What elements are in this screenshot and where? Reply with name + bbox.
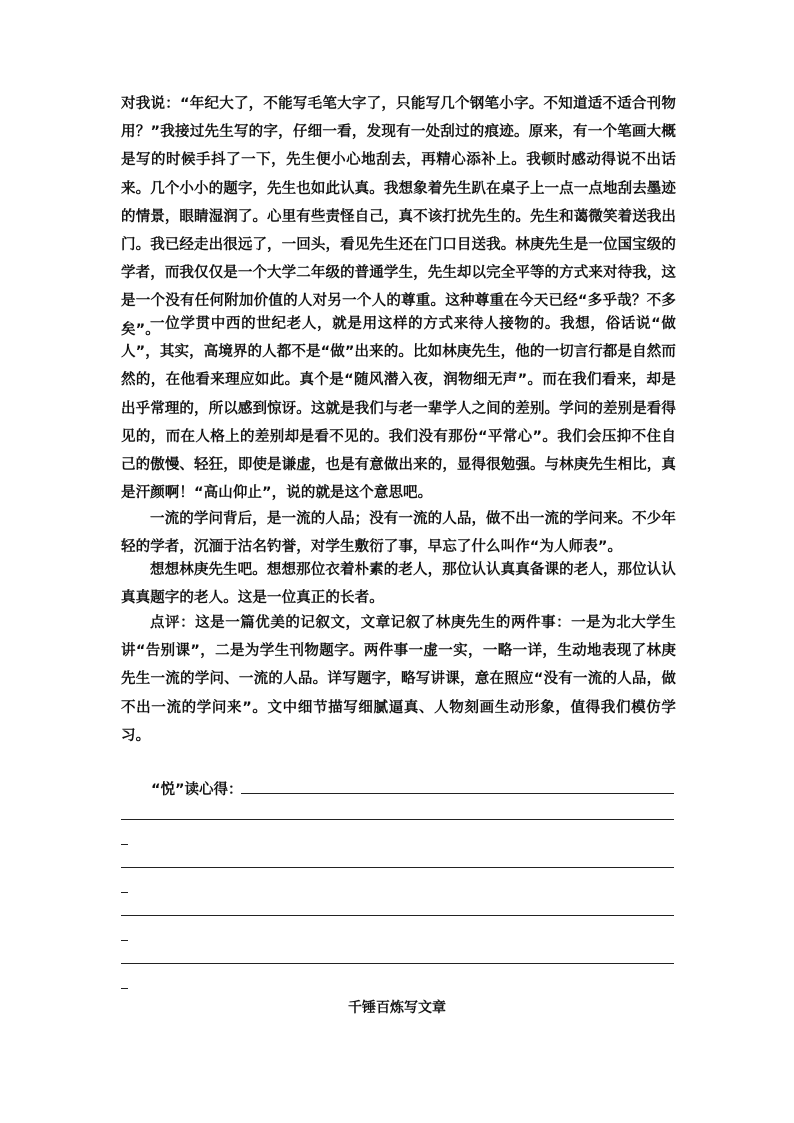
- commentary-paragraph: [121, 609, 676, 750]
- paragraph-4: 想想林庚先生吧。想想那位衣着朴素的老人，那位认认真真备课的老人，那位认认真真题字的老人。这是一位真正的长者。: [121, 562, 676, 607]
- notes-answer-line[interactable]: [121, 915, 674, 916]
- line-dash-mark: [121, 844, 128, 845]
- commentary-label: 点评：: [150, 615, 196, 631]
- line-dash-mark: [121, 988, 128, 989]
- notes-answer-line[interactable]: [121, 963, 674, 964]
- paragraph-2: 一位学贯中西的世纪老人，就是用这样的方式来待人接物的。我想，俗话说“做人”，其实，高境界的人都不是“做”出来的。比如林庚先生，他的一切言行都是自然而然的，在他看来理应如此。真个是“随风潜入夜，润物细无声”。而在我们看来，却是出乎常理的，所以感到惊讶。这就是我们与老一辈学人之间的差别。学问的差别是看得见的，而在人格上的差别却是看不见的。我们没有那份“平常心”。我们会压抑不住自己的傲慢、轻狂，即使是谦虚，也是有意做出来的，显得很勉强。与林庚先生相比，真是汗颜啊！“高山仰止”，说的就是这个意思吧。: [121, 316, 676, 502]
- line-dash-mark: [121, 940, 128, 941]
- paragraph-1: 对我说：“年纪大了，不能写毛笔大字了，只能写几个钢笔小字。不知道适不适合刊物用？”我接过先生写的字，仔细一看，发现有一处刮过的痕迹。原来，有一个笔画大概是写的时候手抖了一下，先生便小心地刮去，再精心添补上。我顿时感动得说不出话来。几个小小的题字，先生也如此认真。我想象着先生趴在桌子上一点一点地刮去墨迹的情景，眼睛湿润了。心里有些责怪自己，真不该打扰先生的。先生和蔼微笑着送我出门。我已经走出很远了，一回头，看见先生还在门口目送我。林庚先生是一位国宝级的学者，而我仅仅是一个大学二年级的普通学生，先生却以完全平等的方式来对待我，这是一个没有任何附加价值的人对另一个人的尊重。这种尊重在今天已经“多乎哉？不多矣”。: [121, 96, 676, 338]
- notes-answer-line[interactable]: [121, 819, 674, 820]
- next-section-title: 千锤百炼写文章: [348, 1000, 446, 1016]
- notes-answer-line[interactable]: [121, 867, 674, 868]
- paragraph-3: 一流的学问背后，是一流的人品；没有一流的人品，做不出一流的学问来。不少年轻的学者，沉湎于沽名钓誉，对学生敷衍了事，早忘了什么叫作“为人师表”。: [121, 511, 676, 556]
- commentary-text: 这是一篇优美的记叙文，文章记叙了林庚先生的两件事：一是为北大学生讲“告别课”，二是为学生刊物题字。两件事一虚一实，一略一详，生动地表现了林庚先生一流的学问、一流的人品。详写题字，略写讲课，意在照应“没有一流的人品，做不出一流的学问来”。文中细节描写细腻逼真、人物刻画生动形象，值得我们模仿学习。: [121, 615, 676, 744]
- notes-answer-line[interactable]: [241, 793, 674, 794]
- line-dash-mark: [121, 892, 128, 893]
- reading-notes-title: “悦”读心得：: [151, 782, 243, 798]
